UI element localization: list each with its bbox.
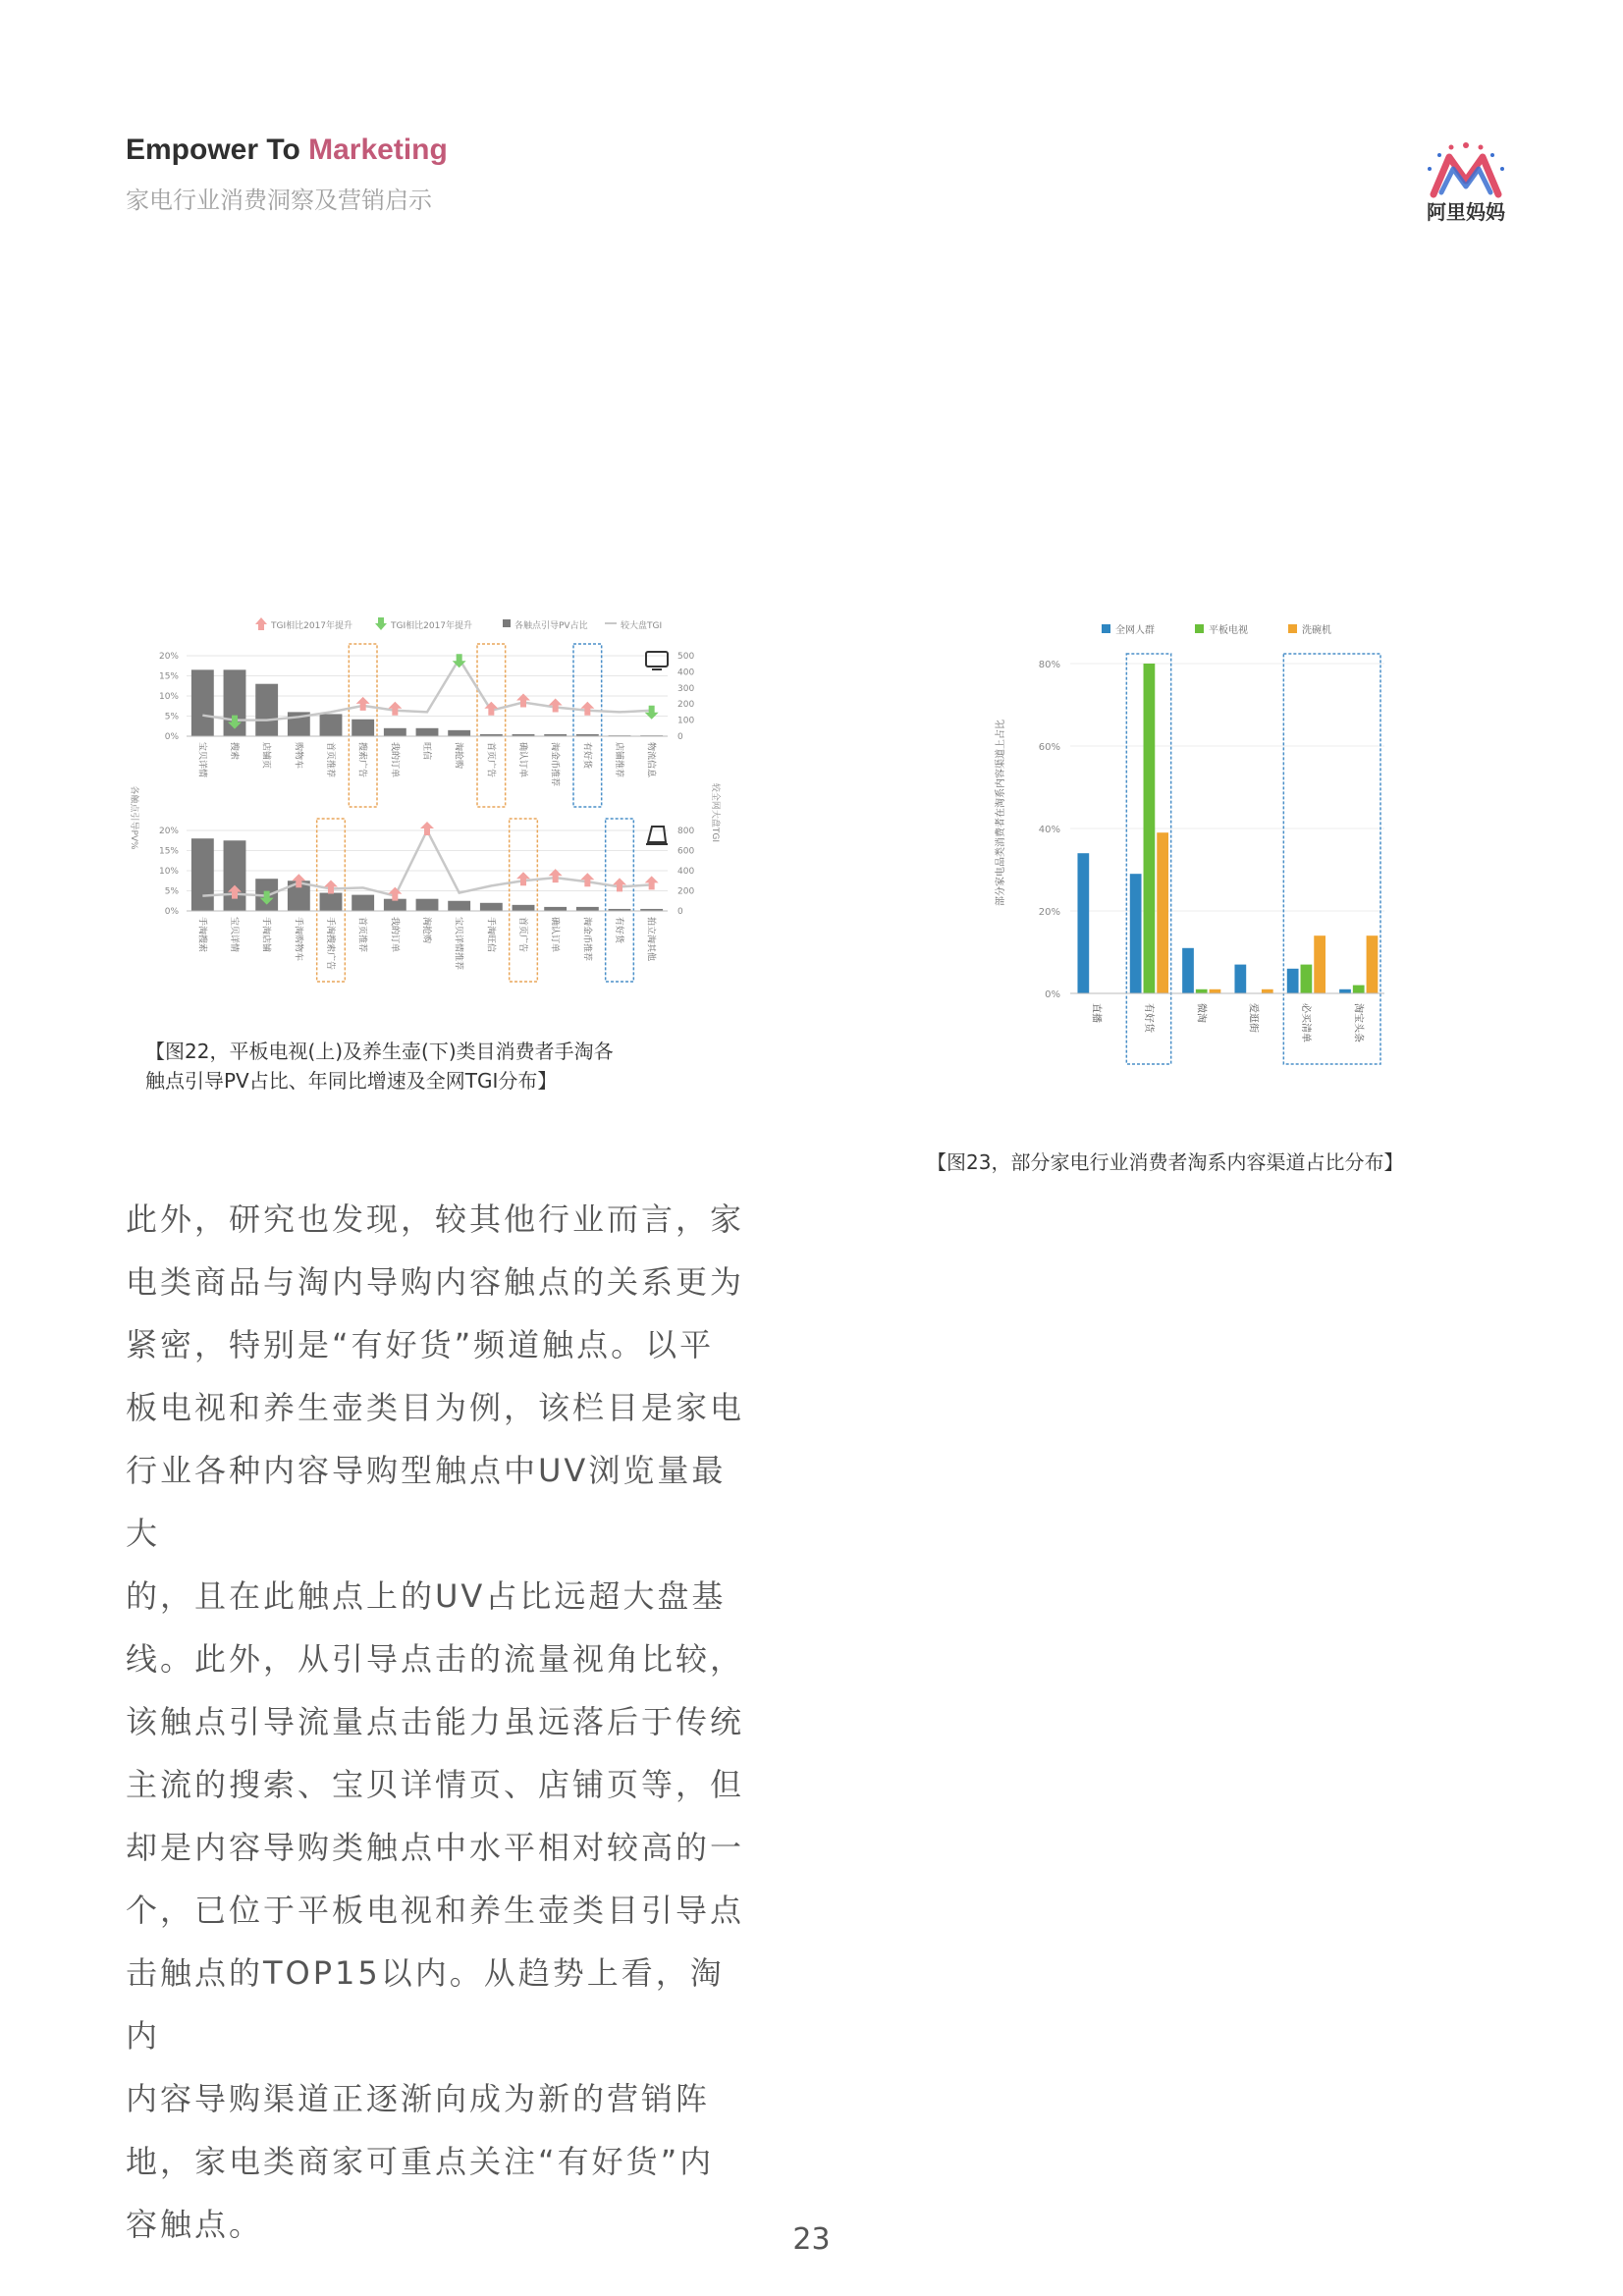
bar [191, 669, 214, 736]
bar [1339, 989, 1351, 993]
up-arrow-icon [516, 872, 530, 885]
fig23-chart [1039, 623, 1384, 1064]
x-tick-label: 物流信息 [645, 742, 656, 778]
up-arrow-icon [549, 698, 563, 712]
bar [1314, 935, 1325, 993]
up-arrow-icon [645, 876, 659, 889]
fig22-y-right-label: 较全网大盘TGI [710, 782, 720, 843]
x-tick-label: 淘抢购 [421, 917, 431, 944]
y-tick-label: 0% [1045, 989, 1060, 1000]
caption-line-1: 【图22，平板电视(上)及养生壶(下)类目消费者手淘各 [145, 1040, 614, 1063]
y-tick-label: 5% [164, 712, 179, 722]
highlight-box [477, 644, 506, 807]
legend-pv-share: 各触点引导PV占比 [514, 621, 588, 631]
y-tick-label: 80% [1038, 660, 1060, 670]
y-tick-label: 60% [1038, 742, 1060, 753]
bar [384, 728, 406, 736]
bar [320, 893, 343, 911]
x-tick-label: 店铺推荐 [614, 742, 623, 778]
bar [320, 714, 343, 736]
body-line: 个，已位于平板电视和养生壶类目引导点 [126, 1892, 745, 1929]
bar [191, 838, 214, 911]
legend-tgi-up: TGI相比2017年提升 [271, 621, 353, 631]
bar [480, 903, 503, 911]
x-tick-label: 有好货 [581, 742, 592, 770]
body-line: 的，且在此触点上的UV占比远超大盘基 [126, 1577, 727, 1615]
up-arrow-icon [255, 617, 267, 630]
figure-22-caption [145, 1037, 614, 1095]
bar [1196, 989, 1208, 993]
y2-tick-label: 200 [677, 700, 695, 711]
highlight-box [573, 644, 602, 807]
header-title: Empower To Marketing [126, 133, 448, 166]
bar [1287, 969, 1299, 993]
x-tick-label: 拍立淘其他 [645, 917, 656, 962]
body-line: 板电视和养生壶类目为例，该栏目是家电 [126, 1389, 745, 1426]
y2-tick-label: 600 [677, 846, 695, 857]
x-tick-label: 淘宝头条 [1352, 1003, 1364, 1042]
legend-label: 洗碗机 [1302, 625, 1331, 636]
up-arrow-icon [356, 697, 370, 711]
x-tick-label: 宝贝详情 [229, 917, 239, 953]
x-tick-label: 首页广告 [485, 742, 496, 778]
body-line: 地，家电类商家可重点关注“有好货”内 [126, 2143, 715, 2180]
up-arrow-icon [388, 887, 402, 901]
bar [255, 684, 278, 736]
x-tick-label: 店铺页 [260, 742, 271, 770]
body-line: 却是内容导购类触点中水平相对较高的一 [126, 1829, 745, 1866]
body-line: 该触点引导流量点击能力虽远落后于传统 [126, 1703, 745, 1740]
y2-tick-label: 200 [677, 886, 695, 897]
x-tick-label: 淘金币推荐 [549, 742, 560, 787]
x-tick-label: 手淘搜索广告 [325, 917, 335, 971]
bar [224, 840, 246, 911]
down-arrow-icon [645, 706, 659, 720]
legend-swatch [1288, 624, 1297, 633]
body-line: 行业各种内容导购型触点中UV浏览量最大 [126, 1452, 727, 1552]
bar [1262, 989, 1273, 993]
y2-tick-label: 300 [677, 683, 695, 694]
body-line: 容触点。 [126, 2206, 264, 2243]
y-tick-label: 5% [164, 886, 179, 897]
bar [1077, 853, 1089, 993]
x-tick-label: 微淘 [1195, 1003, 1207, 1023]
up-arrow-icon [580, 873, 594, 886]
body-line: 此外，研究也发现，较其他行业而言，家 [126, 1201, 745, 1238]
y-tick-label: 15% [158, 846, 179, 857]
caption-line-2: 触点引导PV占比、年同比增速及全网TGI分布】 [145, 1069, 558, 1093]
bar [1301, 965, 1313, 993]
legend-tgi: 较大盘TGI [621, 621, 663, 631]
page-number: 23 [792, 2222, 831, 2257]
x-tick-label: 旺信 [421, 742, 431, 761]
bar [1367, 935, 1379, 993]
x-tick-label: 爱逛街 [1247, 1003, 1259, 1033]
kettle-icon [648, 827, 666, 842]
legend-tgi-down: TGI相比2017年提升 [391, 621, 473, 631]
fig22-legend [255, 617, 662, 631]
body-line: 内容导购渠道正逐渐向成为新的营销阵 [126, 2080, 711, 2117]
x-tick-label: 手淘购物车 [293, 917, 303, 962]
x-tick-label: 我的订单 [389, 917, 400, 953]
bar [1157, 832, 1168, 993]
bar [352, 895, 374, 911]
bar [416, 899, 439, 911]
x-tick-label: 购物车 [293, 742, 303, 770]
body-line: 电类商品与淘内导购内容触点的关系更为 [126, 1263, 745, 1301]
bar [576, 907, 599, 911]
y-tick-label: 20% [158, 652, 179, 662]
x-tick-label: 宝贝详情推荐 [453, 917, 463, 971]
bar [1353, 986, 1365, 993]
bar [1144, 664, 1156, 993]
bar [1182, 948, 1194, 993]
legend-swatch [1195, 624, 1204, 633]
legend-bar-swatch [503, 619, 511, 627]
up-arrow-icon [580, 702, 594, 716]
x-tick-label: 手淘店铺 [260, 917, 271, 953]
bar [352, 720, 374, 736]
x-tick-label: 确认订单 [517, 742, 527, 778]
fig22-panel-tv [159, 644, 694, 807]
bar [1234, 965, 1246, 993]
x-tick-label: 有好货 [614, 917, 623, 944]
highlight-box [510, 819, 538, 982]
y2-tick-label: 400 [677, 667, 695, 678]
y-tick-label: 0% [164, 907, 179, 917]
x-tick-label: 搜索 [229, 742, 239, 761]
y-tick-label: 40% [1038, 825, 1060, 835]
header-subtitle: 家电行业消费洞察及营销启示 [126, 187, 432, 214]
x-tick-label: 直播 [1090, 1003, 1102, 1023]
x-tick-label: 确认订单 [549, 917, 560, 953]
y-tick-label: 0% [164, 732, 179, 742]
body-line: 主流的搜索、宝贝详情页、店铺页等，但 [126, 1766, 745, 1803]
x-tick-label: 首页推荐 [356, 917, 367, 953]
x-tick-label: 搜索广告 [356, 742, 367, 778]
y-tick-label: 20% [1038, 907, 1060, 918]
highlight-box [606, 819, 634, 982]
bar [448, 901, 470, 911]
fig22-panel-kettle [159, 819, 694, 982]
y-tick-label: 10% [158, 692, 179, 702]
bar [513, 905, 535, 911]
legend-label: 平板电视 [1209, 625, 1248, 636]
x-tick-label: 宝贝详情 [196, 742, 207, 778]
y2-tick-label: 0 [677, 907, 683, 917]
logo-text: 阿里妈妈 [1427, 200, 1505, 224]
legend-label: 全网人群 [1115, 625, 1155, 636]
y2-tick-label: 400 [677, 867, 695, 877]
tv-icon [646, 652, 668, 667]
bar [416, 728, 439, 736]
x-tick-label: 淘金币推荐 [581, 917, 592, 962]
y-tick-label: 15% [158, 671, 179, 682]
x-tick-label: 淘抢购 [453, 742, 463, 770]
fig23-y-label: 部分家电品类消费者在淘系内容渠道上占比 [996, 720, 1006, 906]
figure-23 [982, 616, 1414, 1078]
y2-tick-label: 500 [677, 652, 695, 662]
y2-tick-label: 100 [677, 716, 695, 726]
x-tick-label: 我的订单 [389, 742, 400, 778]
x-tick-label: 手淘旺信 [485, 917, 496, 953]
y-tick-label: 10% [158, 867, 179, 877]
bar [1130, 874, 1142, 993]
x-tick-label: 必买清单 [1300, 1003, 1311, 1042]
legend-swatch [1102, 624, 1110, 633]
y-tick-label: 20% [158, 827, 179, 836]
x-tick-label: 手淘搜索 [196, 917, 207, 953]
figure-22 [118, 616, 727, 1009]
figure-23-caption: 【图23，部分家电行业消费者淘系内容渠道占比分布】 [927, 1150, 1404, 1174]
bar [1210, 989, 1221, 993]
bar [544, 907, 567, 911]
up-arrow-icon [324, 880, 338, 893]
x-tick-label: 首页推荐 [325, 742, 335, 778]
fig22-y-left-label: 各触点引导PV% [129, 785, 138, 850]
body-line: 线。此外，从引导点击的流量视角比较， [126, 1640, 745, 1678]
down-arrow-icon [375, 617, 387, 630]
highlight-box [1283, 654, 1380, 1064]
x-tick-label: 首页广告 [517, 917, 527, 953]
body-line: 击触点的TOP15以内。从趋势上看，淘内 [126, 1954, 725, 2055]
y2-tick-label: 800 [677, 827, 695, 836]
up-arrow-icon [420, 822, 434, 835]
bar [448, 730, 470, 736]
y2-tick-label: 0 [677, 732, 683, 742]
body-line: 紧密，特别是“有好货”频道触点。以平 [126, 1326, 715, 1363]
x-tick-label: 有好货 [1143, 1003, 1154, 1033]
body-text [126, 1188, 754, 2256]
